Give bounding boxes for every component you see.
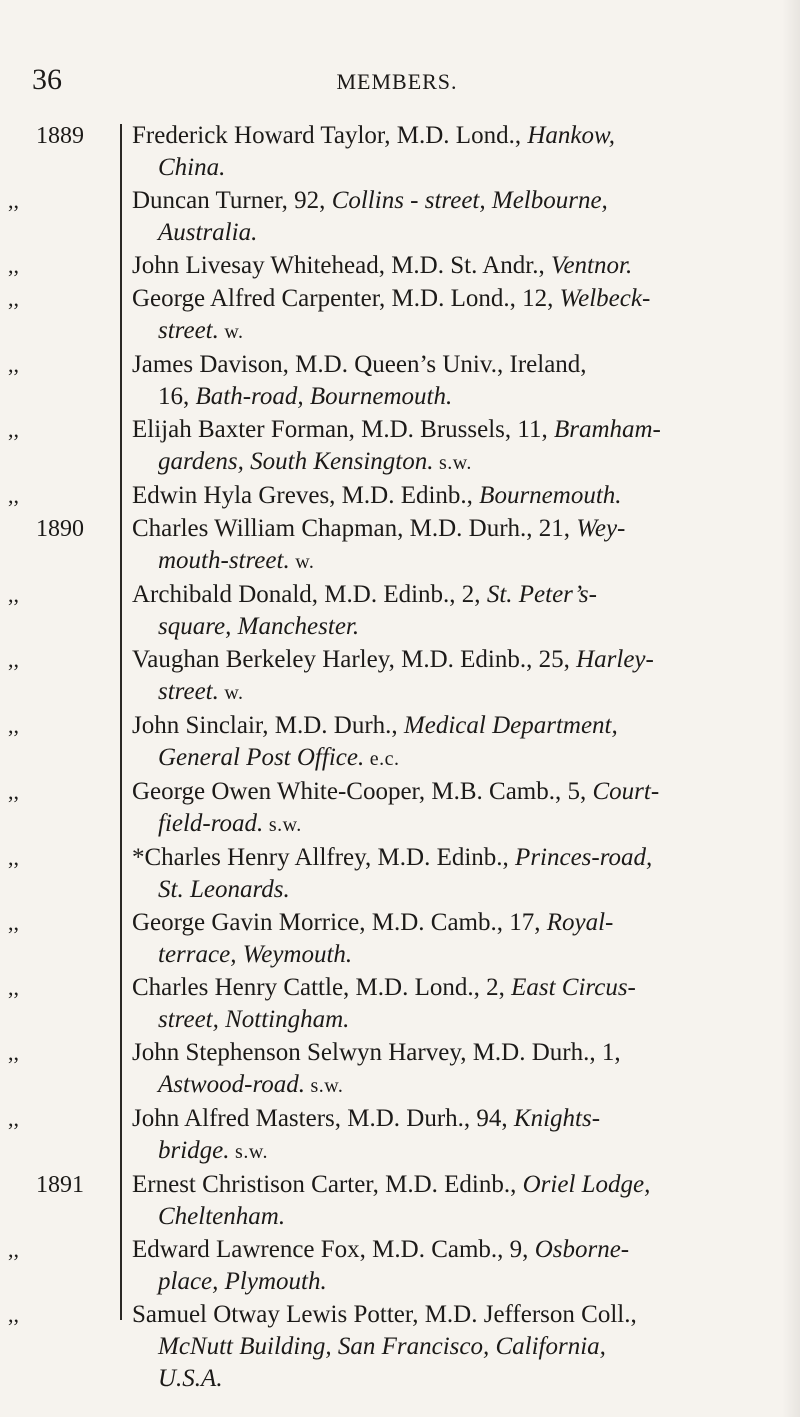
entry-segment: Princes-road, xyxy=(515,844,653,871)
entry-line xyxy=(132,1169,772,1201)
member-text xyxy=(132,644,772,709)
entry-line xyxy=(132,1037,772,1069)
entry-line xyxy=(132,1234,772,1266)
election-year: ,, xyxy=(8,975,19,1000)
member-text xyxy=(132,513,772,578)
entry-segment: Vaughan Berkeley Harley, M.D. Edinb., 25, xyxy=(132,646,577,673)
entry-segment: s.w. xyxy=(229,1141,268,1163)
entry-line xyxy=(132,513,772,545)
entry-segment: mouth-street. xyxy=(158,547,290,574)
entry-segment: Royal- xyxy=(546,909,614,936)
entry-segment: Astwood-road. xyxy=(158,1071,305,1098)
entry-segment: Bramham- xyxy=(553,416,661,443)
member-text xyxy=(132,349,772,413)
entry-line xyxy=(132,250,772,282)
election-year: 1889 xyxy=(36,123,84,149)
member-entry xyxy=(0,579,780,643)
member-text xyxy=(132,907,772,971)
entry-line xyxy=(132,545,772,578)
entry-line xyxy=(132,185,772,217)
entry-segment: John Livesay Whitehead, M.D. St. Andr., xyxy=(132,252,551,279)
entry-segment: Edwin Hyla Greves, M.D. Edinb., xyxy=(132,482,480,509)
entry-segment: place, Plymouth. xyxy=(158,1268,327,1295)
entry-line xyxy=(132,874,772,906)
entry-segment: street, Nottingham. xyxy=(158,1006,350,1033)
entry-line xyxy=(132,842,772,874)
entry-segment: Samuel Otway Lewis Potter, M.D. Jefferson Coll., xyxy=(132,1301,637,1328)
election-year: ,, xyxy=(8,417,19,442)
entry-line xyxy=(132,676,772,709)
entry-line xyxy=(132,611,772,643)
member-text xyxy=(132,710,772,775)
member-entry xyxy=(0,349,780,413)
member-text xyxy=(132,1169,772,1233)
member-text xyxy=(132,120,772,184)
entry-segment: St. Leonards. xyxy=(158,876,290,903)
member-text xyxy=(132,579,772,643)
entry-segment: Wey- xyxy=(576,515,626,542)
entry-segment: street. xyxy=(158,678,219,705)
election-year: ,, xyxy=(8,1040,19,1065)
entry-line xyxy=(132,907,772,939)
member-text xyxy=(132,1234,772,1298)
entry-segment: Cheltenham. xyxy=(158,1203,286,1230)
entry-segment: East Circus- xyxy=(511,974,636,1001)
entry-line xyxy=(132,939,772,971)
entry-line xyxy=(132,315,772,348)
member-entry xyxy=(0,480,780,512)
entry-segment: General Post Office. xyxy=(158,744,365,771)
entry-line xyxy=(132,710,772,742)
entry-line xyxy=(132,446,772,479)
entry-segment: *Charles Henry Allfrey, M.D. Edinb., xyxy=(132,844,516,871)
member-entry xyxy=(0,120,780,184)
entry-line xyxy=(132,1004,772,1036)
entry-segment: Medical Department, xyxy=(403,712,618,739)
entry-line xyxy=(132,579,772,611)
entry-segment: U.S.A. xyxy=(158,1365,223,1392)
entry-segment: McNutt Building, San Francisco, California, xyxy=(158,1333,606,1360)
member-text xyxy=(132,185,772,249)
election-year: ,, xyxy=(8,188,19,213)
entry-segment: Australia. xyxy=(158,219,258,246)
entry-line xyxy=(132,776,772,808)
entry-segment: John Alfred Masters, M.D. Durh., 94, xyxy=(132,1105,514,1132)
page-header xyxy=(32,60,762,104)
election-year: ,, xyxy=(8,779,19,804)
entry-line xyxy=(132,1135,772,1168)
member-entry xyxy=(0,1169,780,1233)
entry-segment: Bournemouth. xyxy=(479,482,622,509)
entry-segment: Collins - street, Melbourne, xyxy=(331,187,608,214)
entry-line xyxy=(132,414,772,446)
entry-segment: Edward Lawrence Fox, M.D. Camb., 9, xyxy=(132,1236,535,1263)
entry-segment: George Gavin Morrice, M.D. Camb., 17, xyxy=(132,909,547,936)
member-text xyxy=(132,1037,772,1102)
entry-segment: St. Peter’s- xyxy=(486,581,597,608)
entry-segment: Harley- xyxy=(576,646,654,673)
entry-line xyxy=(132,152,772,184)
running-head: MEMBERS. xyxy=(336,69,458,94)
entry-line xyxy=(132,1201,772,1233)
election-year: ,, xyxy=(8,1237,19,1262)
entry-segment: s.w. xyxy=(263,814,302,836)
member-entry xyxy=(0,283,780,348)
entry-segment: Osborne- xyxy=(534,1236,630,1263)
entry-segment: Ventnor. xyxy=(550,252,633,279)
entry-segment: w. xyxy=(218,682,244,704)
election-year: ,, xyxy=(8,483,19,508)
entry-line xyxy=(132,742,772,775)
member-entry xyxy=(0,1103,780,1168)
member-entry xyxy=(0,710,780,775)
election-year: ,, xyxy=(8,1106,19,1131)
page-edge-shadow xyxy=(782,0,800,1417)
member-entry xyxy=(0,1234,780,1298)
entry-segment: Welbeck- xyxy=(559,285,651,312)
election-year: ,, xyxy=(8,647,19,672)
entry-line xyxy=(132,644,772,676)
member-entry xyxy=(0,907,780,971)
entry-segment: China. xyxy=(158,154,226,181)
member-text xyxy=(132,1299,772,1395)
entry-segment: street. xyxy=(158,317,219,344)
entry-line xyxy=(132,120,772,152)
member-entry xyxy=(0,250,780,282)
member-text xyxy=(132,250,772,282)
entry-segment: bridge. xyxy=(158,1137,230,1164)
member-entry xyxy=(0,776,780,841)
entry-segment: Archibald Donald, M.D. Edinb., 2, xyxy=(132,581,487,608)
entry-segment: Knights- xyxy=(513,1105,601,1132)
member-text xyxy=(132,1103,772,1168)
election-year: ,, xyxy=(8,582,19,607)
entry-line xyxy=(132,217,772,249)
entry-segment: e.c. xyxy=(364,748,400,770)
member-entry xyxy=(0,414,780,479)
entry-segment: James Davison, M.D. Queen’s Univ., Ireland, xyxy=(132,351,587,378)
entry-segment: George Alfred Carpenter, M.D. Lond., 12, xyxy=(132,285,560,312)
entry-line xyxy=(132,480,772,512)
member-entry xyxy=(0,1037,780,1102)
entry-segment: Duncan Turner, 92, xyxy=(132,187,332,214)
entry-segment: s.w. xyxy=(305,1075,344,1097)
member-entry xyxy=(0,972,780,1036)
member-text xyxy=(132,972,772,1036)
member-list xyxy=(0,120,780,1396)
member-entry xyxy=(0,185,780,249)
election-year: 1890 xyxy=(36,516,84,542)
entry-segment: Hankow, xyxy=(527,122,616,149)
entry-segment: w. xyxy=(218,321,244,343)
entry-segment: George Owen White-Cooper, M.B. Camb., 5, xyxy=(132,778,593,805)
entry-segment: Ernest Christison Carter, M.D. Edinb., xyxy=(132,1171,523,1198)
entry-line xyxy=(132,808,772,841)
entry-segment: John Stephenson Selwyn Harvey, M.D. Durh., 1, xyxy=(132,1039,621,1066)
entry-line xyxy=(132,1331,772,1363)
member-text xyxy=(132,414,772,479)
member-entry xyxy=(0,842,780,906)
entry-line xyxy=(132,1266,772,1298)
election-year: ,, xyxy=(8,253,19,278)
election-year: ,, xyxy=(8,910,19,935)
entry-line xyxy=(132,972,772,1004)
entry-segment: s.w. xyxy=(433,452,472,474)
entry-segment: John Sinclair, M.D. Durh., xyxy=(132,712,404,739)
entry-segment: Oriel Lodge, xyxy=(522,1171,651,1198)
entry-segment: Charles Henry Cattle, M.D. Lond., 2, xyxy=(132,974,512,1001)
member-text xyxy=(132,842,772,906)
member-text xyxy=(132,283,772,348)
entry-segment: 16, xyxy=(158,383,196,410)
election-year: ,, xyxy=(8,352,19,377)
member-entry xyxy=(0,644,780,709)
election-year: ,, xyxy=(8,845,19,870)
entry-line xyxy=(132,1363,772,1395)
member-text xyxy=(132,776,772,841)
entry-line xyxy=(132,1299,772,1331)
entry-line xyxy=(132,1103,772,1135)
entry-segment: Elijah Baxter Forman, M.D. Brussels, 11, xyxy=(132,416,554,443)
entry-line xyxy=(132,349,772,381)
election-year: ,, xyxy=(8,286,19,311)
entry-segment: Charles William Chapman, M.D. Durh., 21, xyxy=(132,515,577,542)
election-year: 1891 xyxy=(36,1172,84,1198)
member-text xyxy=(132,480,772,512)
entry-segment: w. xyxy=(289,551,315,573)
entry-line xyxy=(132,283,772,315)
entry-segment: gardens, South Kensington. xyxy=(158,448,434,475)
entry-line xyxy=(132,1069,772,1102)
entry-segment: field-road. xyxy=(158,810,264,837)
entry-segment: Frederick Howard Taylor, M.D. Lond., xyxy=(132,122,528,149)
member-entry xyxy=(0,513,780,578)
member-entry xyxy=(0,1299,780,1395)
entry-line xyxy=(132,381,772,413)
entry-segment: Bath-road, Bournemouth. xyxy=(195,383,453,410)
election-year: ,, xyxy=(8,1302,19,1327)
election-year: ,, xyxy=(8,713,19,738)
page-number: 36 xyxy=(32,63,62,96)
entry-segment: Court- xyxy=(592,778,660,805)
entry-segment: terrace, Weymouth. xyxy=(158,941,353,968)
entry-segment: square, Manchester. xyxy=(158,613,360,640)
